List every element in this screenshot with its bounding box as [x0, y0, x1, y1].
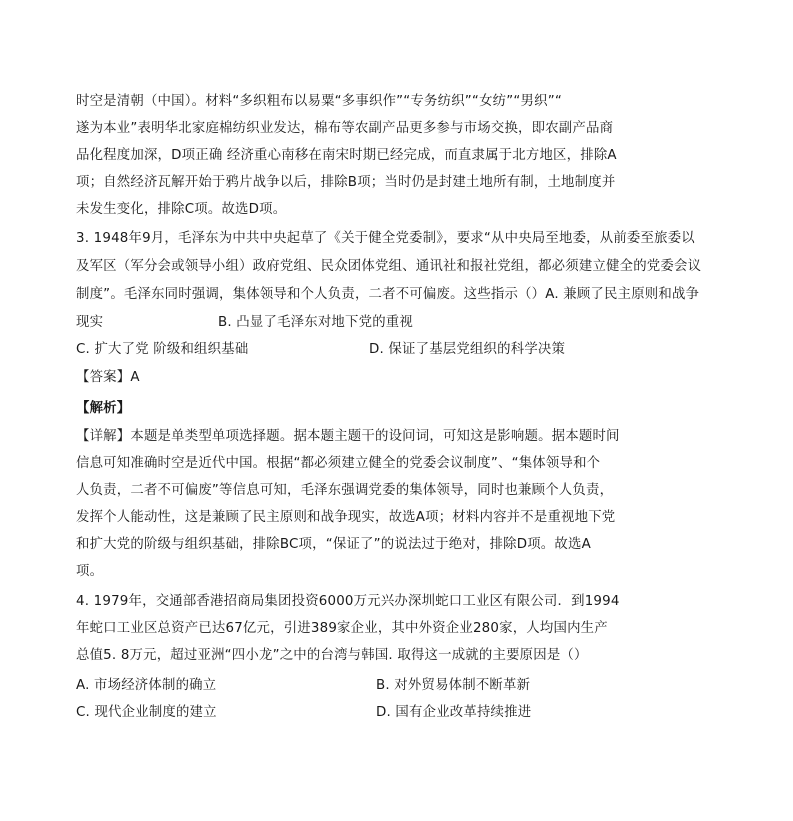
question-4-line: 4. 1979年，交通部香港招商局集团投资6000万元兴办深圳蛇口工业区有限公司．到1994 — [76, 594, 620, 609]
question-3-line: 制度”。毛泽东同时强调，集体领导和个人负责，二者不可偏废。这些指示（）A. 兼顾了民主原则和战争 — [76, 287, 700, 302]
analysis-line: 发挥个人能动性，这是兼顾了民主原则和战争现实，故选A项；材料内容并不是重视地下党 — [76, 510, 616, 525]
question-4-option-d: D. 国有企业改革持续推进 — [376, 705, 532, 720]
answer-label: 【答案】A — [76, 370, 140, 385]
analysis-line: 人负责，二者不可偏废”等信息可知，毛泽东强调党委的集体领导，同时也兼顾个人负责， — [76, 483, 614, 498]
analysis-label: 【解析】 — [76, 401, 131, 416]
intro-line: 未发生变化，排除C项。故选D项。 — [76, 202, 287, 217]
analysis-line: 【详解】本题是单类型单项选择题。据本题主题干的设问词，可知这是影响题。据本题时间 — [76, 429, 620, 444]
intro-line: 时空是清朝（中国）。材料“多织粗布以易粟“多事织作”“专务纺织”“女纺”“男织”“ — [76, 94, 562, 109]
intro-line: 项；自然经济瓦解开始于鸦片战争以后，排除B项；当时仍是封建土地所有制，土地制度并 — [76, 175, 616, 190]
question-3-option-b: B. 凸显了毛泽东对地下党的重视 — [218, 315, 413, 330]
question-4-option-c: C. 现代企业制度的建立 — [76, 705, 217, 720]
question-3-option-c: C. 扩大了党 阶级和组织基础 — [76, 342, 249, 357]
question-3-option-d: D. 保证了基层党组织的科学决策 — [369, 342, 566, 357]
analysis-line: 和扩大党的阶级与组织基础，排除BC项，“保证了”的说法过于绝对，排除D项。故选A — [76, 537, 591, 552]
question-3-line: 3. 1948年9月，毛泽东为中共中央起草了《关于健全党委制》，要求“从中央局至地委，从前委至旅委以 — [76, 231, 695, 246]
intro-line: 遂为本业”表明华北家庭棉纺织业发达，棉布等农副产品更多参与市场交换，即农副产品商 — [76, 121, 614, 136]
question-4-option-a: A. 市场经济体制的确立 — [76, 678, 217, 693]
analysis-line: 信息可知准确时空是近代中国。根据“都必须建立健全的党委会议制度”、“集体领导和个 — [76, 456, 601, 471]
question-3-line: 及军区（军分会或领导小组）政府党组、民众团体党组、通讯社和报社党组，都必须建立健全的党委会议 — [76, 259, 702, 274]
question-4-line: 总值5. 8万元，超过亚洲“四小龙”之中的台湾与韩国. 取得这一成就的主要原因是（） — [76, 648, 588, 663]
question-3-line: 现实 — [76, 315, 104, 330]
question-4-option-b: B. 对外贸易体制不断革新 — [376, 678, 531, 693]
question-4-line: 年蛇口工业区总资产已达67亿元，引进389家企业，其中外资企业280家，人均国内生产 — [76, 621, 608, 636]
intro-line: 品化程度加深，D项正确 经济重心南移在南宋时期已经完成，而直隶属于北方地区，排除A — [76, 148, 617, 163]
analysis-line: 项。 — [76, 564, 104, 579]
